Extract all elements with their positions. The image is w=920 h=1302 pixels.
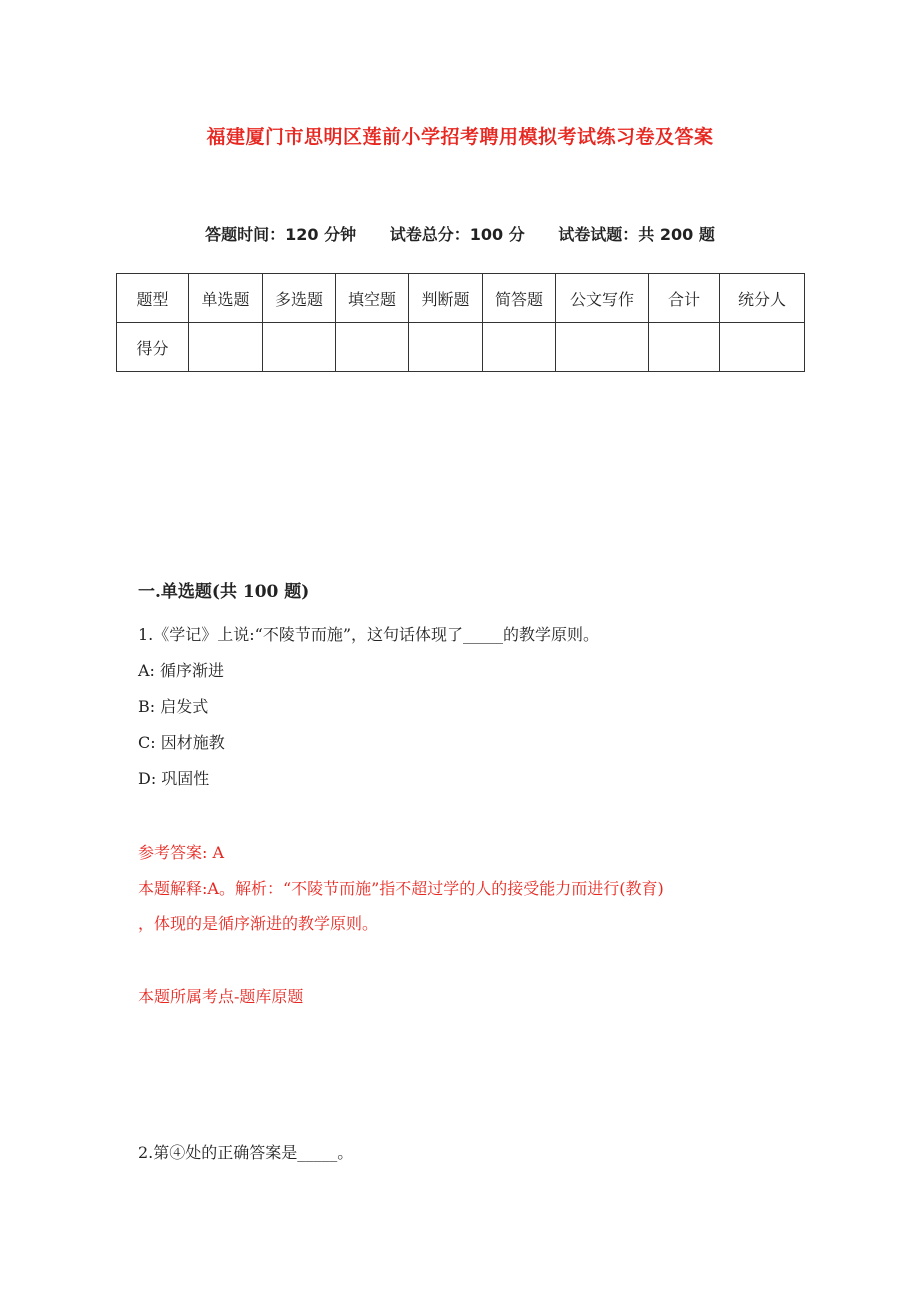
exam-meta: [0, 222, 920, 245]
score-cell: [483, 323, 556, 372]
header-cell-type: 题型: [117, 274, 189, 323]
header-cell-total: 合计: [649, 274, 720, 323]
question-1-explanation-line-1: 本题解释:A。解析：“不陵节而施”指不超过学的人的接受能力而进行(教育): [138, 879, 664, 898]
score-table: [116, 273, 805, 372]
header-cell-fill: 填空题: [336, 274, 409, 323]
question-1-explanation-line-2: ，体现的是循序渐进的教学原则。: [138, 914, 379, 933]
score-row-label: 得分: [117, 323, 189, 372]
header-cell-scorer: 统分人: [720, 274, 805, 323]
score-cell: [263, 323, 336, 372]
header-cell-single: 单选题: [189, 274, 263, 323]
document-title: 福建厦门市思明区莲前小学招考聘用模拟考试练习卷及答案: [206, 126, 714, 148]
header-cell-multi: 多选题: [263, 274, 336, 323]
score-cell: [649, 323, 720, 372]
score-cell: [556, 323, 649, 372]
score-table-header-row: [117, 274, 805, 323]
exam-total-score: 试卷总分：100 分: [389, 225, 525, 244]
score-cell: [720, 323, 805, 372]
question-1-option-c: C: 因材施教: [138, 733, 225, 752]
question-1-option-b: B: 启发式: [138, 697, 209, 716]
header-cell-short: 简答题: [483, 274, 556, 323]
exam-question-count: 试卷试题：共 200 题: [558, 225, 715, 244]
question-1-option-a: A: 循序渐进: [138, 661, 225, 680]
question-1-stem: 1.《学记》上说:“不陵节而施”，这句话体现了_____的教学原则。: [138, 625, 600, 644]
score-cell: [189, 323, 263, 372]
question-2-stem: 2.第④处的正确答案是_____。: [138, 1143, 354, 1162]
score-cell: [409, 323, 483, 372]
header-cell-writing: 公文写作: [556, 274, 649, 323]
score-cell: [336, 323, 409, 372]
question-1-option-d: D: 巩固性: [138, 769, 210, 788]
question-1-answer: 参考答案: A: [138, 843, 225, 862]
exam-time: 答题时间：120 分钟: [205, 225, 357, 244]
question-1-source: 本题所属考点-题库原题: [138, 987, 304, 1006]
section-title: 一.单选题(共 100 题): [138, 582, 310, 602]
header-cell-judge: 判断题: [409, 274, 483, 323]
score-table-score-row: [117, 323, 805, 372]
